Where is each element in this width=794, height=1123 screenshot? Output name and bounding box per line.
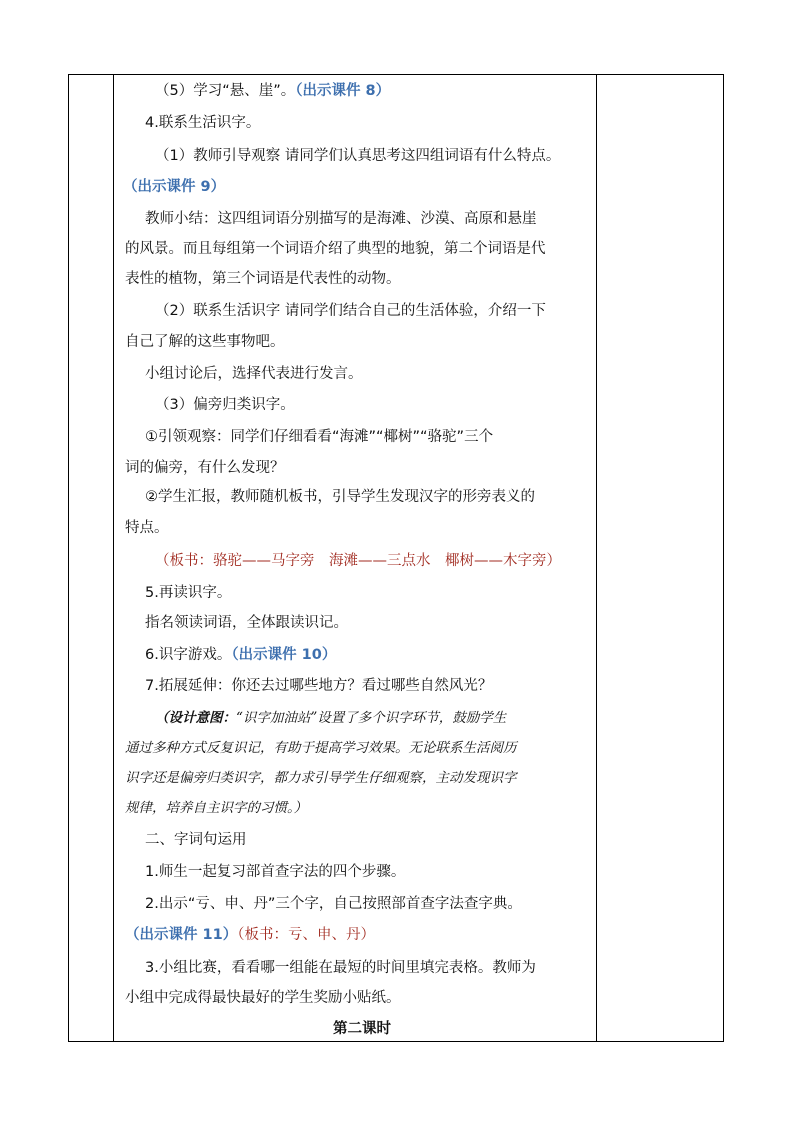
text-line	[155, 551, 561, 571]
text-span: 3.小组比赛，看看哪一组能在最短的时间里填完表格。教师为	[145, 960, 536, 976]
courseware-ref: （出示课件 10）	[231, 647, 337, 663]
courseware-ref: （出示课件 9）	[123, 179, 226, 195]
courseware-ref: （出示课件 8）	[295, 83, 391, 99]
text-line	[333, 1019, 391, 1039]
text-span: 小组讨论后，选择代表进行发言。	[145, 366, 363, 382]
text-span: 的风景。而且每组第一个词语介绍了典型的地貌，第二个词语是代	[125, 241, 546, 257]
text-line	[125, 458, 285, 478]
text-span: 小组中完成得最快最好的学生奖励小贴纸。	[125, 990, 401, 1006]
board-note: （板书：亏、申、丹）	[237, 927, 375, 943]
text-line	[155, 395, 295, 415]
text-span: ②学生汇报，教师随机板书，引导学生发现汉字的形旁表义的	[145, 489, 535, 505]
text-span: 通过多种方式反复识记，有助于提高学习效果。无论联系生活阅历	[125, 740, 517, 756]
text-span: （3）偏旁归类识字。	[155, 397, 295, 413]
courseware-ref: （出示课件 11）	[125, 927, 238, 943]
text-line	[145, 862, 405, 882]
text-span: 指名领读词语，全体跟读识记。	[145, 615, 348, 631]
text-span: 词的偏旁，有什么发现？	[125, 460, 285, 476]
text-span: 1.师生一起复习部首查字法的四个步骤。	[145, 864, 406, 880]
text-line	[145, 364, 363, 384]
column-divider	[596, 75, 597, 1041]
text-line	[145, 894, 522, 914]
text-span: 表性的植物，第三个词语是代表性的动物。	[125, 271, 401, 287]
text-span: 自己了解的这些事物吧。	[125, 334, 285, 350]
text-line	[123, 177, 225, 197]
text-span: 规律，培养自主识字的习惯。）	[125, 800, 308, 816]
text-line	[125, 518, 169, 538]
text-line	[125, 988, 401, 1008]
text-span: 识字还是偏旁归类识字，都力求引导学生仔细观察，主动发现识字	[125, 770, 517, 786]
text-span: 4.联系生活识字。	[145, 115, 261, 131]
text-line	[145, 676, 492, 696]
text-line	[155, 81, 390, 101]
text-line	[125, 925, 375, 945]
text-line	[125, 269, 401, 289]
text-line	[145, 830, 247, 850]
text-line	[145, 209, 537, 229]
column-divider	[113, 75, 114, 1041]
text-line	[145, 958, 536, 978]
text-span: （1）教师引导观察 请同学们认真思考这四组词语有什么特点。	[155, 148, 561, 164]
text-span: 5.再读识字。	[145, 585, 232, 601]
text-line	[155, 708, 506, 728]
text-line	[125, 798, 307, 818]
text-span: 教师小结：这四组词语分别描写的是海滩、沙漠、高原和悬崖	[145, 211, 537, 227]
text-span: ①引领观察：同学们仔细看看“海滩”“椰树”“骆驼”三个	[145, 429, 494, 445]
text-span: （2）联系生活识字 请同学们结合自己的生活体验，介绍一下	[155, 303, 546, 319]
text-line	[145, 427, 493, 447]
text-line	[155, 301, 546, 321]
text-span: 特点。	[125, 520, 169, 536]
text-span: （设计意图：	[155, 710, 236, 726]
text-line	[125, 239, 546, 259]
text-line	[145, 487, 535, 507]
text-line	[125, 768, 517, 788]
text-span: （5）学习“悬、崖”。	[155, 83, 296, 99]
text-line	[145, 645, 336, 665]
text-span: 二、字词句运用	[145, 832, 247, 848]
text-line	[145, 613, 348, 633]
text-line	[125, 738, 517, 758]
text-span: 6.识字游戏。	[145, 647, 232, 663]
text-span: 7.拓展延伸：你还去过哪些地方？看过哪些自然风光？	[145, 678, 493, 694]
text-span: “识字加油站”设置了多个识字环节，鼓励学生	[236, 710, 507, 726]
board-note: （板书：骆驼——马字旁 海滩——三点水 椰树——木字旁）	[155, 553, 561, 569]
text-span: 第二课时	[333, 1021, 391, 1037]
text-span: 2.出示“亏、申、丹”三个字，自己按照部首查字法查字典。	[145, 896, 522, 912]
text-line	[145, 113, 260, 133]
text-line	[155, 146, 560, 166]
text-line	[125, 332, 285, 352]
text-line	[145, 583, 231, 603]
